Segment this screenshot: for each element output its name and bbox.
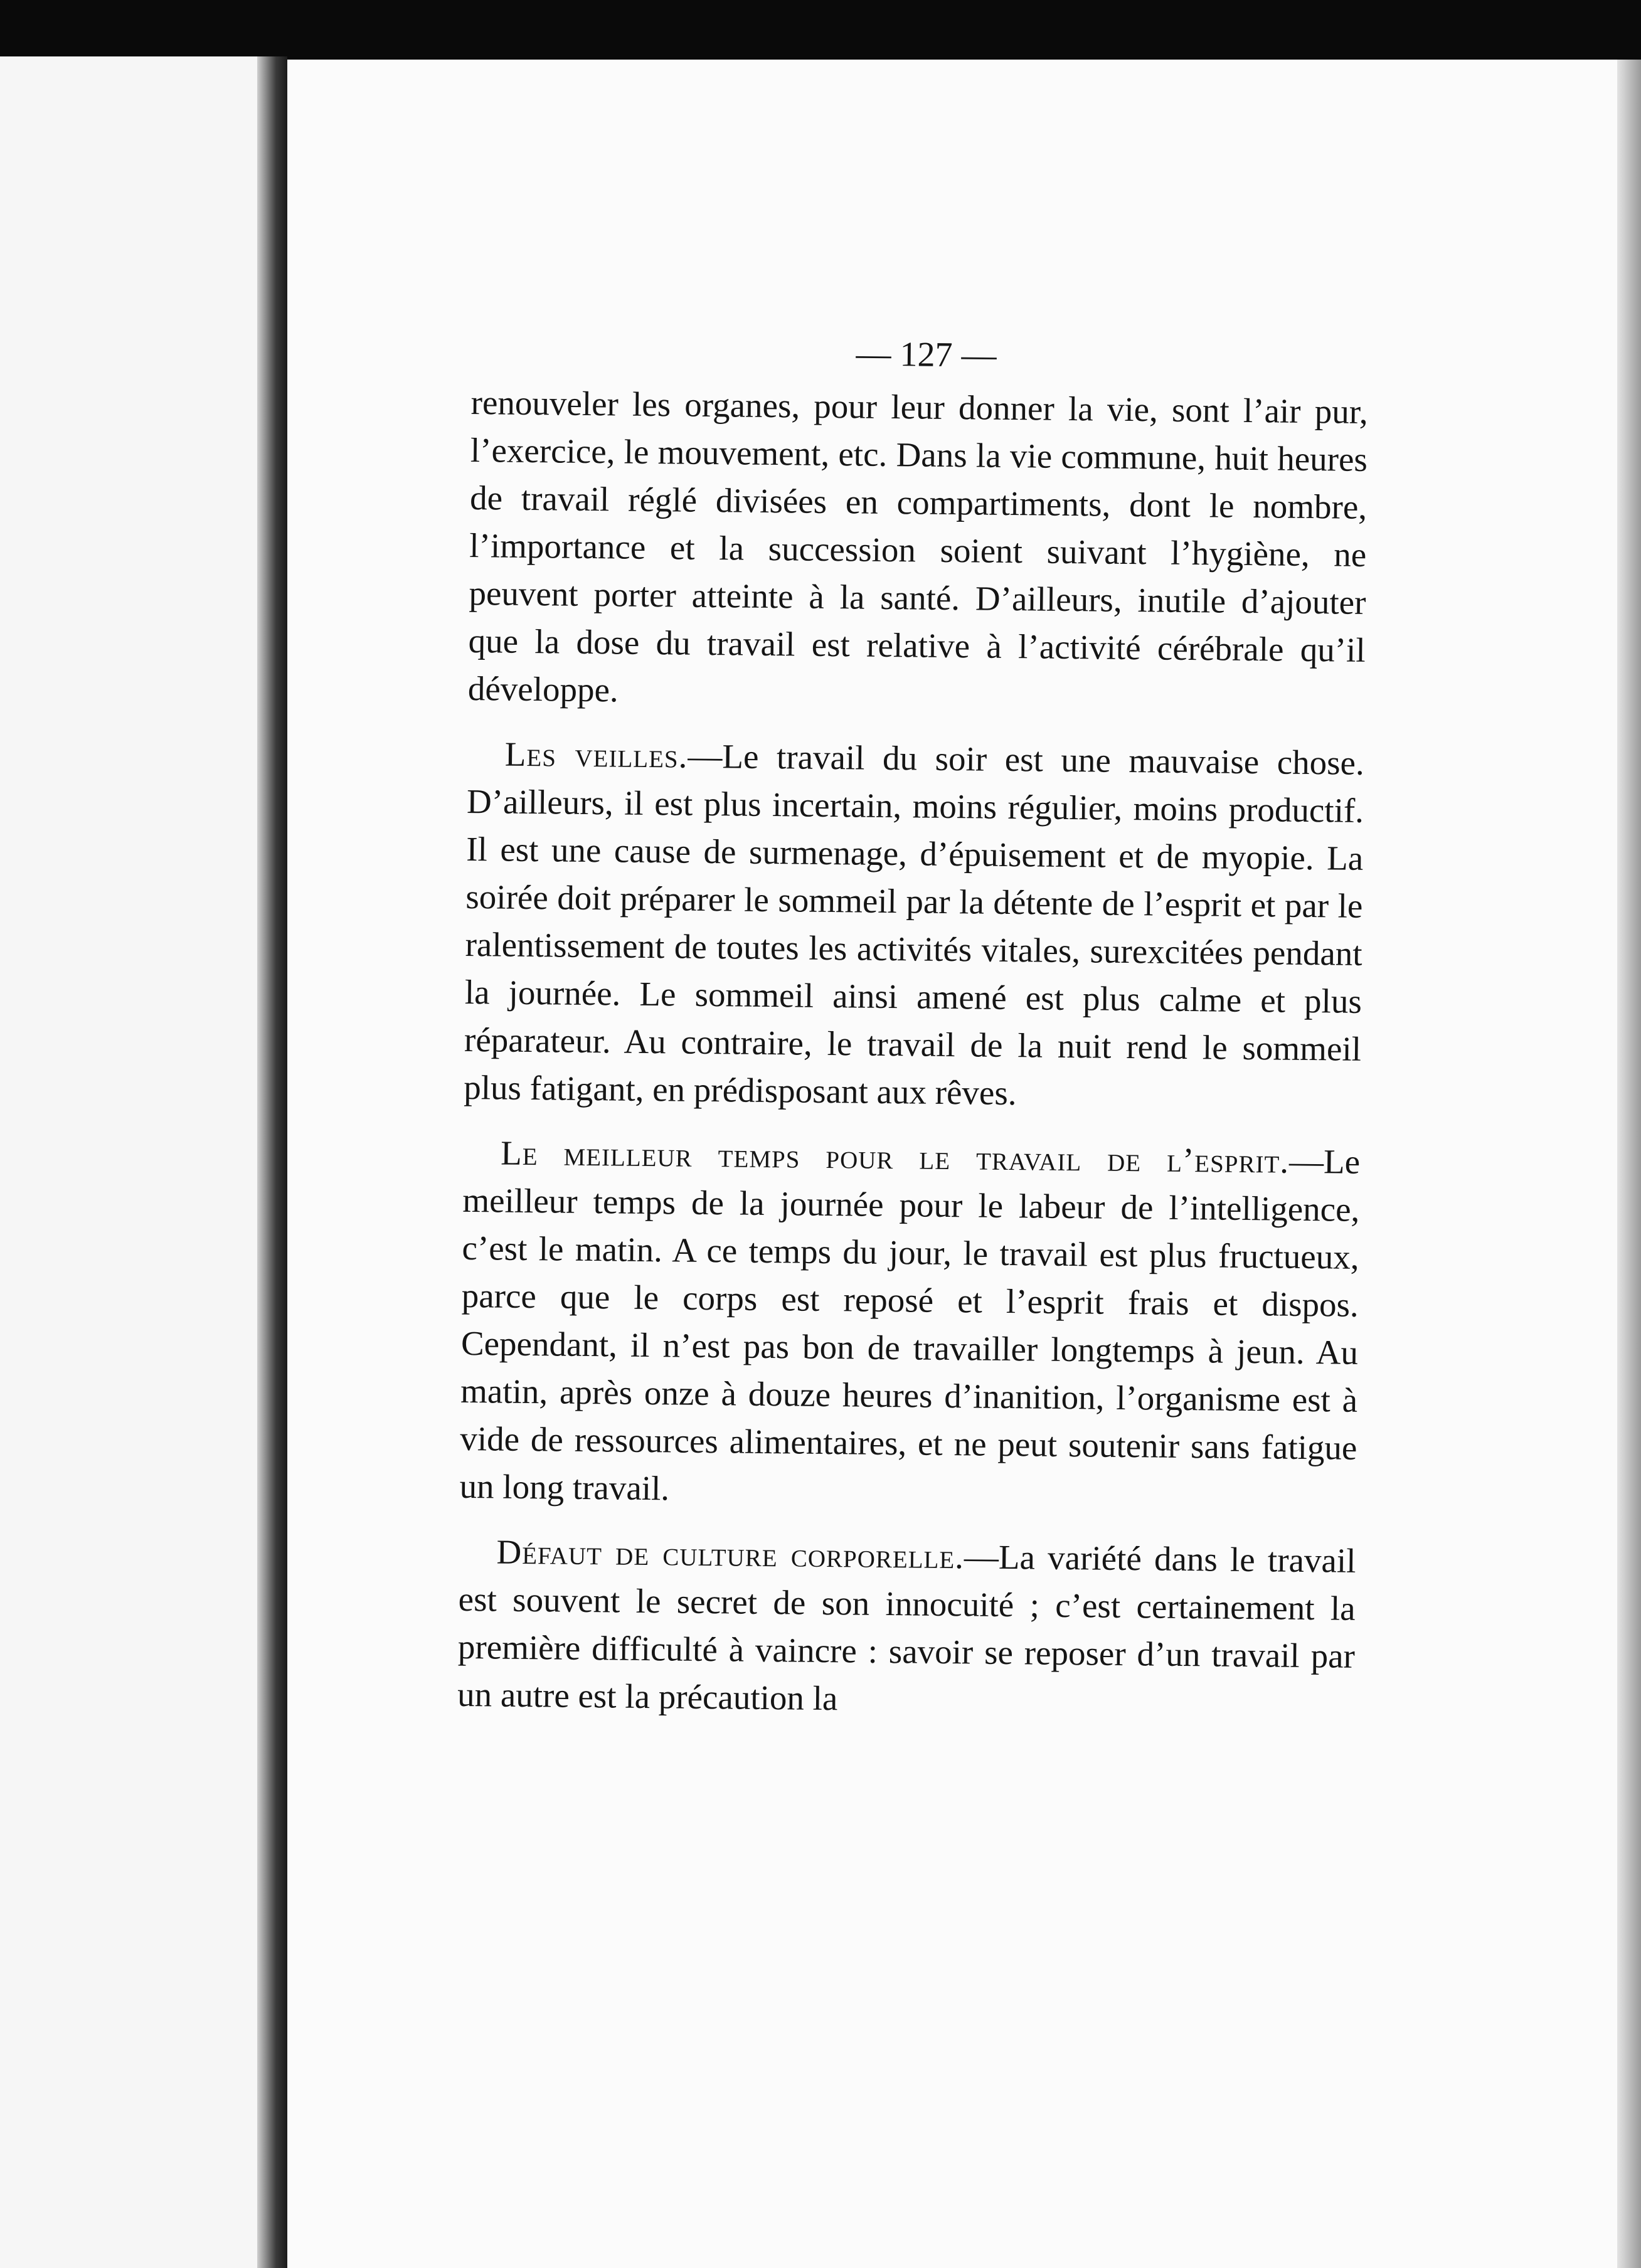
previous-page-edge	[0, 56, 257, 2268]
paragraph-meilleur-temps	[459, 1129, 1360, 1520]
page-number: — 127 —	[856, 334, 997, 375]
paragraph-culture-corporelle	[457, 1528, 1356, 1728]
section-heading: Le meilleur temps pour le travail de l’esprit.	[500, 1133, 1290, 1180]
paragraph-text: renouveler les organes, pour leur donner la vie, sont l’air pur, l’exercice, le mouvement, etc. Dans la vie commune, huit heures de travail réglé divisées en compartiments, dont le nombre, l’importance et la succession soient suivant l’hygiène, ne peuvent porter atteinte à la santé. D’ailleurs, inutile d’ajouter que la dose du travail est relative à l’activité cérébrale qu’il développe.	[467, 383, 1368, 709]
book-gutter	[257, 56, 287, 2268]
paragraph-text: —Le travail du soir est une mauvaise chose. D’ailleurs, il est plus incertain, moins régulier, moins productif. Il est une cause de surmenage, d’épuisement et de myopie. La soirée doit préparer le sommeil par la détente de l’esprit et par le ralentissement de toutes les activités vitales, surexcitées pendant la journée. Le sommeil ainsi amené est plus calme et plus réparateur. Au contraire, le travail de la nuit rend le sommeil plus fatigant, en prédisposant aux rêves.	[463, 736, 1365, 1113]
page-text-block	[457, 326, 1368, 1746]
section-heading: Défaut de culture corporelle.	[496, 1532, 965, 1576]
section-heading: Les veilles.	[504, 734, 688, 775]
paragraph-continuation	[468, 379, 1368, 722]
paragraph-text: —Le meilleur temps de la journée pour le labeur de l’intelligence, c’est le matin. A ce temps du jour, le travail est plus fructueux, parce que le corps est reposé et l’esprit frais et dispos. Cependant, il n’est pas bon de travailler longtemps à jeun. Au matin, après onze à douze heures d’inanition, l’organisme est à vide de ressources alimentaires, et ne peut soutenir sans fatigue un long travail.	[459, 1142, 1361, 1508]
page-edge-shadow	[1617, 60, 1641, 2268]
paragraph-les-veilles	[464, 730, 1364, 1121]
paragraph-text: —La variété dans le travail est souvent le secret de son innocuité ; c’est certainement la première difficulté à vaincre : savoir se reposer d’un travail par un autre est la précaution la	[457, 1537, 1356, 1718]
